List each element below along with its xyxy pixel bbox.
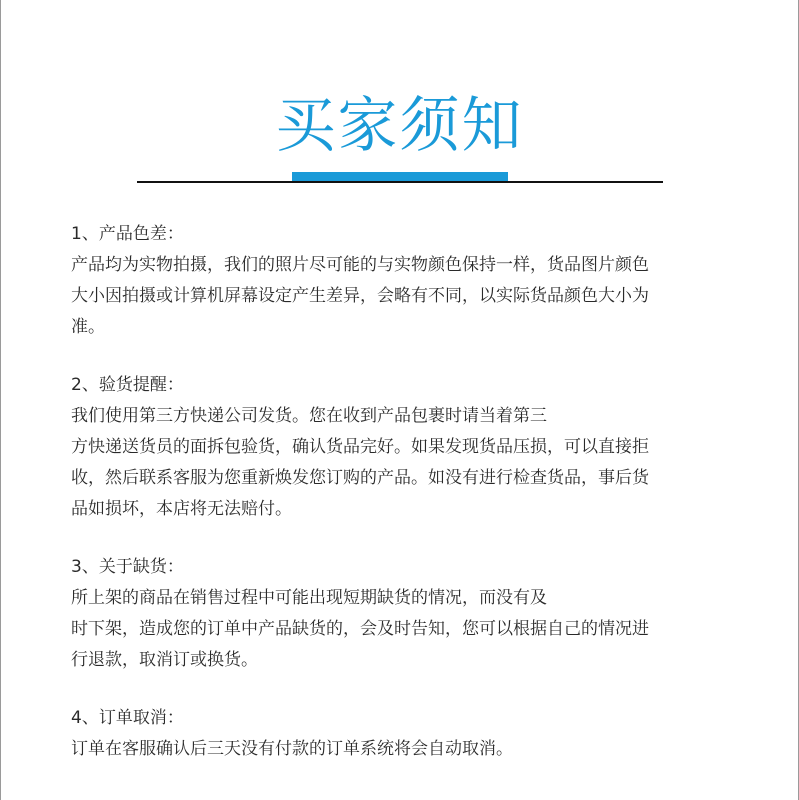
notice-content bbox=[71, 219, 739, 792]
page-title: 买家须知 bbox=[275, 91, 524, 161]
section-text-line: 所上架的商品在销售过程中可能出现短期缺货的情况，而没有及 bbox=[71, 588, 547, 608]
section-text-line: 行退款，取消订或换货。 bbox=[71, 650, 258, 670]
section-text-line: 方快递送货员的面拆包验货，确认货品完好。如果发现货品压损，可以直接拒 bbox=[71, 437, 649, 457]
section-heading: 4、订单取消： bbox=[71, 708, 184, 728]
section-text-line: 大小因拍摄或计算机屏幕设定产生差异，会略有不同，以实际货品颜色大小为 bbox=[71, 286, 649, 306]
section-text-line: 准。 bbox=[71, 317, 105, 337]
notice-section-inspection bbox=[71, 370, 739, 525]
notice-section-out-of-stock bbox=[71, 552, 739, 676]
section-heading: 3、关于缺货： bbox=[71, 557, 184, 577]
section-text-line: 我们使用第三方快递公司发货。您在收到产品包裹时请当着第三 bbox=[71, 406, 547, 426]
section-heading: 2、验货提醒： bbox=[71, 375, 184, 395]
title-accent-bar bbox=[292, 172, 508, 181]
section-text-line: 时下架，造成您的订单中产品缺货的，会及时告知，您可以根据自己的情况进 bbox=[71, 619, 649, 639]
title-divider bbox=[137, 181, 663, 183]
section-text-line: 订单在客服确认后三天没有付款的订单系统将会自动取消。 bbox=[71, 739, 513, 759]
section-heading: 1、产品色差： bbox=[71, 224, 184, 244]
section-text-line: 品如损坏，本店将无法赔付。 bbox=[71, 499, 292, 519]
notice-section-order-cancel bbox=[71, 703, 739, 765]
notice-section-color-difference bbox=[71, 219, 739, 343]
section-text-line: 产品均为实物拍摄，我们的照片尽可能的与实物颜色保持一样，货品图片颜色 bbox=[71, 255, 649, 275]
section-text-line: 收，然后联系客服为您重新焕发您订购的产品。如没有进行检查货品，事后货 bbox=[71, 468, 649, 488]
